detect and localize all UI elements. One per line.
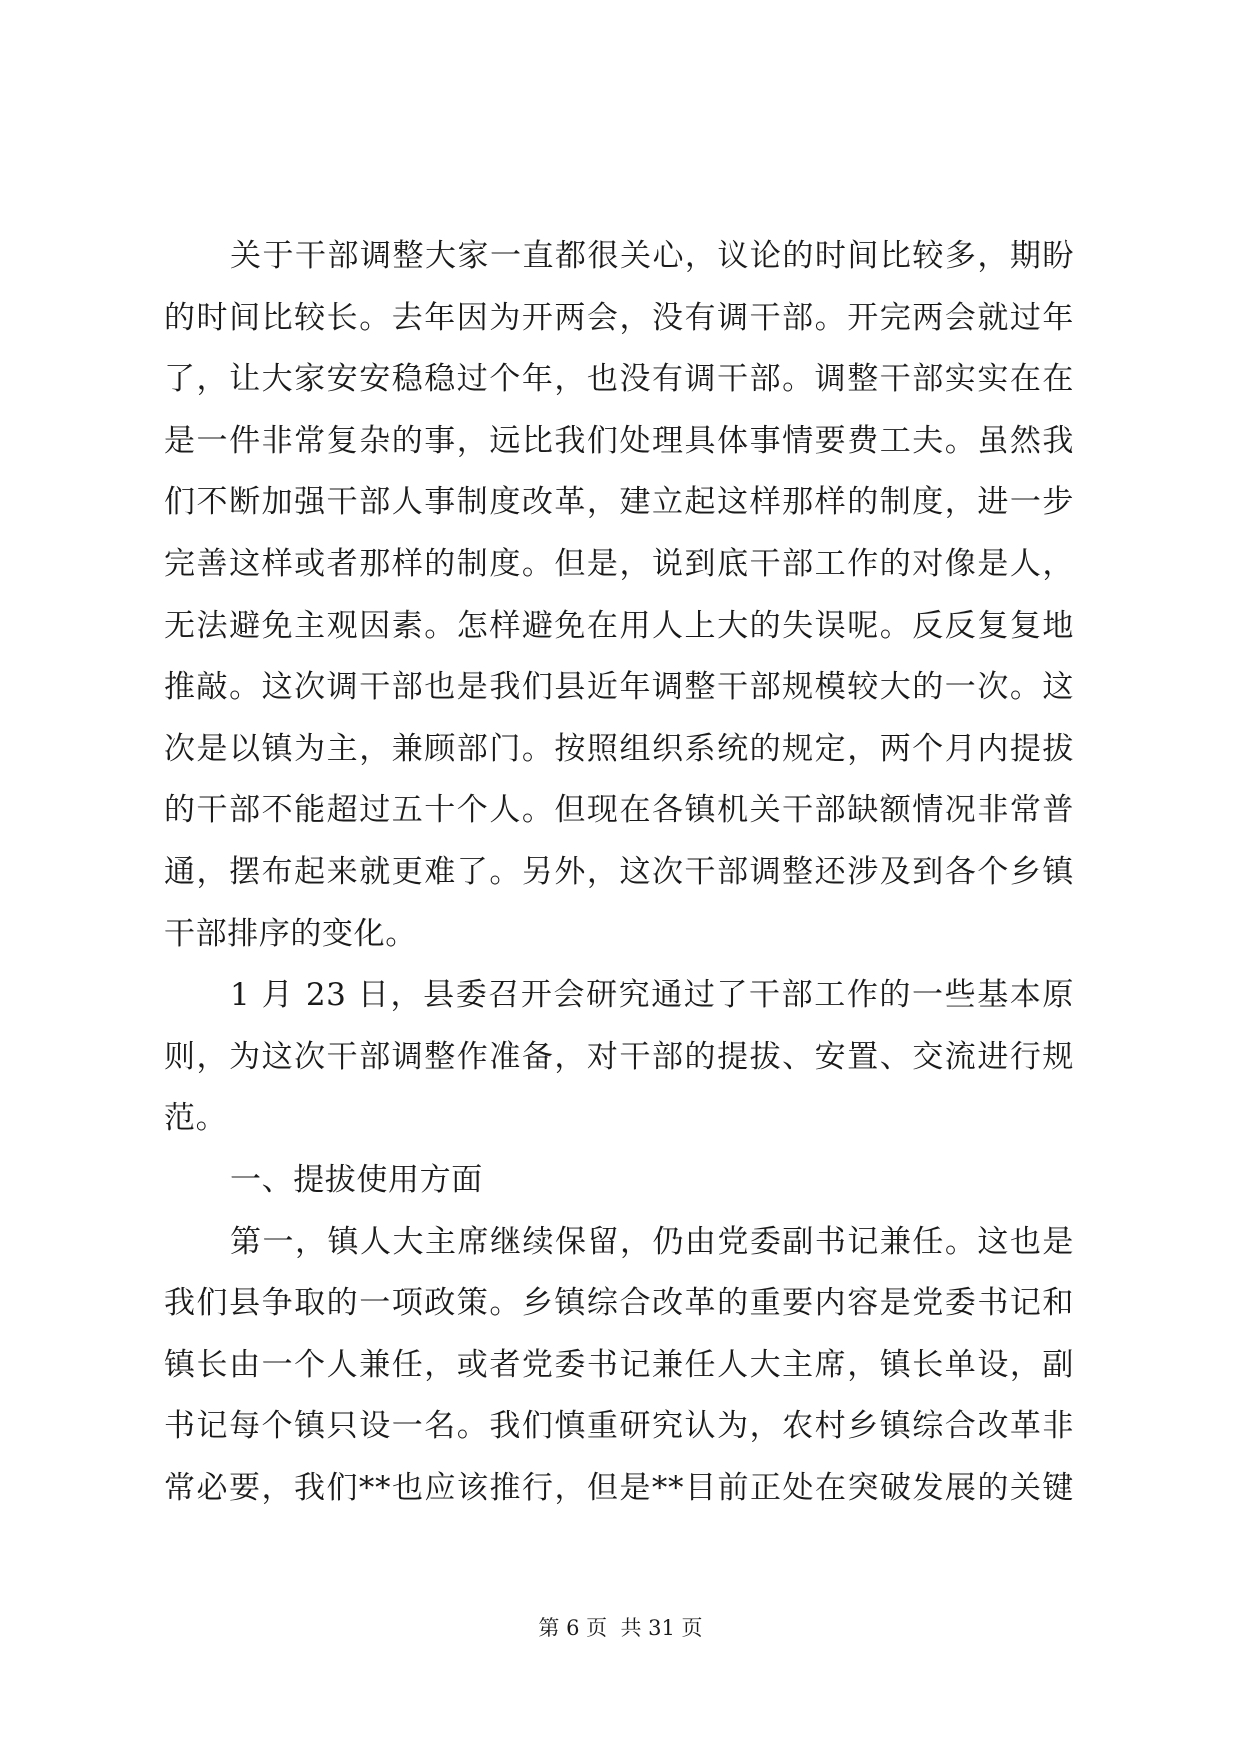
page-number-label: 第 6 页 共 31 页	[538, 1616, 703, 1640]
text-line: 1 月 23 日，县委召开会研究通过了干部工作的一些基本原	[230, 977, 1074, 1014]
text-line: 了，让大家安安稳稳过个年，也没有调干部。调整干部实实在在	[164, 361, 1074, 398]
text-line: 推敲。这次调干部也是我们县近年调整干部规模较大的一次。这	[164, 669, 1074, 706]
text-line: 第一，镇人大主席继续保留，仍由党委副书记兼任。这也是	[230, 1223, 1074, 1260]
page-footer	[0, 1613, 1241, 1643]
text-line: 我们县争取的一项政策。乡镇综合改革的重要内容是党委书记和	[164, 1285, 1074, 1322]
text-line: 干部排序的变化。	[164, 915, 417, 952]
text-line: 则，为这次干部调整作准备，对干部的提拔、安置、交流进行规	[164, 1038, 1074, 1075]
text-line: 们不断加强干部人事制度改革，建立起这样那样的制度，进一步	[164, 484, 1074, 521]
text-line: 完善这样或者那样的制度。但是，说到底干部工作的对像是人，	[164, 545, 1074, 582]
text-line: 通，摆布起来就更难了。另外，这次干部调整还涉及到各个乡镇	[164, 853, 1074, 890]
text-line: 的时间比较长。去年因为开两会，没有调干部。开完两会就过年	[164, 299, 1074, 336]
text-line: 关于干部调整大家一直都很关心，议论的时间比较多，期盼	[230, 238, 1074, 274]
text-line: 范。	[164, 1100, 228, 1137]
text-line: 书记每个镇只设一名。我们慎重研究认为，农村乡镇综合改革非	[164, 1408, 1074, 1445]
section-heading: 一、提拔使用方面	[230, 1161, 483, 1198]
text-line: 常必要，我们**也应该推行，但是**目前正处在突破发展的关键	[164, 1469, 1074, 1506]
text-line: 无法避免主观因素。怎样避免在用人上大的失误呢。反反复复地	[164, 607, 1074, 644]
text-line: 的干部不能超过五十个人。但现在各镇机关干部缺额情况非常普	[164, 792, 1074, 829]
text-line: 是一件非常复杂的事，远比我们处理具体事情要费工夫。虽然我	[164, 422, 1074, 459]
text-line: 镇长由一个人兼任，或者党委书记兼任人大主席，镇长单设，副	[164, 1346, 1074, 1383]
text-line: 次是以镇为主，兼顾部门。按照组织系统的规定，两个月内提拔	[164, 730, 1074, 767]
body-text	[164, 226, 1074, 1519]
